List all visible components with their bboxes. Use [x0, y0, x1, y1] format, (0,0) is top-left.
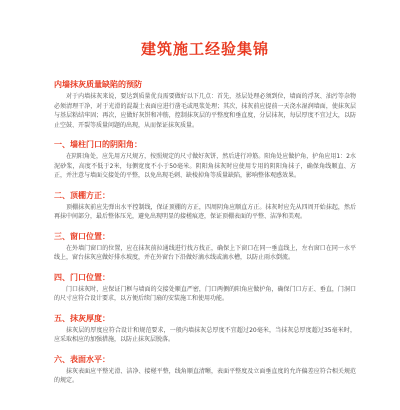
section-heading: 一、墙柱门口的阴阳角： [54, 140, 142, 149]
section-corners [54, 139, 356, 181]
section-body: 抹灰层的厚度应符合设计和规范要求，一般内墙抹灰总厚度不宜超过20毫米，当抹灰总厚度超过35毫米时，应采取相应的加强措施，以防止抹灰层脱落。 [54, 326, 356, 343]
section-body: 门口抹灰时，应保证门框与墙面的交接处顺直严密，门口两侧的阳角应做护角，确保门口方正、垂直，门洞口的尺寸应符合设计要求，以方便后续门扇的安装施工和使用功能。 [54, 285, 356, 302]
section-surface-level [54, 354, 356, 386]
section-heading: 内墙抹灰质量缺陷的预防 [54, 80, 142, 89]
section-interior-plastering [54, 79, 356, 130]
section-body: 抹灰表面应平整光滑、洁净、接槎平整，线角顺直清晰，表面平整度及立面垂直度的允许偏差应符合相关规范的规定。 [54, 367, 356, 384]
section-body: 在外墙门窗口的位置，应在抹灰前拉通线进行找方找正，确保上下窗口在同一垂直线上，左右窗口在同一水平线上，窗台抹灰应做好排水坡度，并在外窗台下沿做好滴水线或滴水槽，以防止雨水倒流。 [54, 244, 356, 261]
section-heading: 六、表面水平： [54, 354, 110, 364]
section-ceiling [54, 190, 356, 222]
section-heading: 二、顶棚方正： [54, 190, 110, 200]
section-body: 顶棚抹灰前应先弹出水平控制线，保证顶棚的方正，四周阴角应顺直方正。抹灰时应先从四周开始抹起，然后再抹中间部分，最后整体压光，避免出现明显的接槎痕迹，保证顶棚表面的平整、洁净和美观。 [54, 203, 356, 220]
section-heading: 三、窗口位置： [54, 231, 110, 241]
document-title: 建筑施工经验集锦 [140, 40, 269, 58]
section-heading: 五、抹灰厚度： [54, 313, 110, 323]
section-window-position [54, 231, 356, 263]
section-heading: 四、门口位置： [54, 272, 110, 282]
section-door-position [54, 272, 356, 304]
section-plaster-thickness [54, 313, 356, 345]
section-body: 在阴阳角处，应先用方尺规方，按照规定的尺寸做好灰饼，然后进行冲筋。阳角处应做护角，护角应用1：2水泥砂浆，高度不低于2米，每侧宽度不小于50毫米。阴阳角抹灰时应使用专用的阴阳角抹子，确保角线顺直、方正，并注意与墙面交接处的平整，以免出现毛刺、缺棱掉角等质量缺陷，影响整体观感效果。 [54, 153, 356, 179]
section-body: 对于内墙抹灰来说，要达到质量优良需要做好以下几点：首先，基层处理必须到位，墙面的浮灰、油污等杂物必须清理干净，对于光滑的混凝土表面应进行凿毛或甩浆处理；其次，抹灰前应提前一天浇水湿润墙面，使抹灰层与基层粘结牢固；再次，应做好灰饼和冲筋，控制抹灰层的平整度和垂直度，分层抹灰，每层厚度不宜过大，以防止空鼓、开裂等质量问题的出现，从而保证抹灰质量。 [54, 93, 356, 129]
